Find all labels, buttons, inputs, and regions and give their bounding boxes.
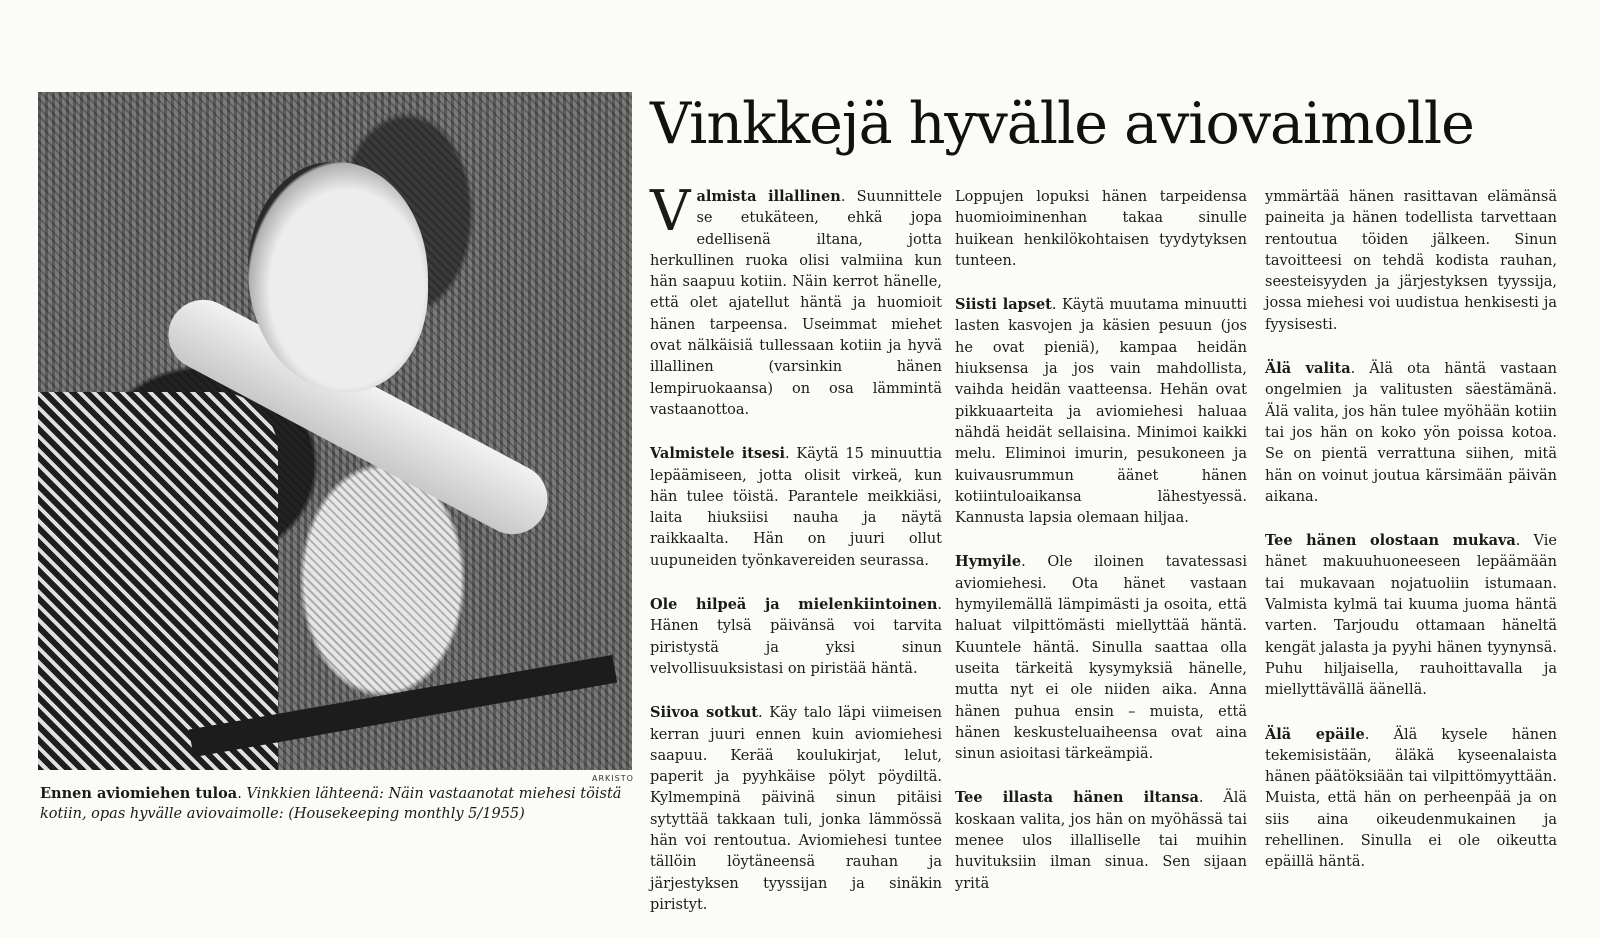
paragraph [955,551,1247,765]
paragraph-heading: Valmistele itsesi [650,445,786,463]
photo-woman-dress [38,392,278,770]
paragraph-heading: Siisti lapset [955,296,1052,314]
paragraph [955,186,1247,272]
paragraph-heading: Älä valita [1265,360,1351,378]
photo-credit: ARKISTO [592,774,634,783]
paragraph-text: . Älä kysele hänen tekemisistään, äläkä kyseenalaista hänen päätöksiään tai vilpittömyyttään. Muista, että hän on perheenpää ja on siis aina oikeudenmukainen ja rehellinen. Sinulla ei ole oikeutta epäillä häntä. [1265,726,1558,871]
paragraph-heading: almista illallinen [696,188,841,205]
paragraph [650,443,942,572]
paragraph-heading: Tee hänen olostaan mukava [1265,532,1516,550]
paragraph [1265,358,1557,508]
caption-sep: . [237,786,247,802]
article-headline: Vinkkejä hyvälle aviovaimolle [650,91,1474,157]
archive-photo [38,92,632,770]
paragraph-heading: Tee illasta hänen iltansa [955,789,1199,807]
paragraph [1265,724,1557,874]
paragraph-heading: Siivoa sotkut [650,704,758,722]
article-column-1 [650,179,942,938]
paragraph-text: . Käy talo läpi viimeisen kerran juuri ennen kuin aviomiehesi saapuu. Kerää koulukirjat, lelut, paperit ja pyyhkäise pölyt pöydiltä. Kylmempinä päivinä sinun pitäisi sytyttää takkaan tuli, jonka lämmössä hän voi rentoutua. Aviomiehesi tuntee tällöin löytäneensä rauhan ja järjestyksen tyyssijan ja sinäkin piristyt. [650,705,942,913]
paragraph [955,787,1247,894]
paragraph-text: ymmärtää hänen rasittavan elämänsä paineita ja hänen todellista tarvettaan rentoutua töiden jälkeen. Sinun tavoitteesi on tehdä kodista rauhan, seesteisyyden ja järjestyksen tyyssija, jossa miehesi voi uudistua henkisesti ja fyysisesti. [1265,189,1557,333]
paragraph [1265,186,1557,336]
caption-source: Vinkkien lähteenä: Näin vastaanotat miehesi töistä kotiin, opas hyvälle aviovaimolle: (Housekeeping monthly 5/1955) [40,786,622,822]
paragraph [650,179,942,421]
paragraph-text: Loppujen lopuksi hänen tarpeidensa huomioiminenhan takaa sinulle huikean henkilökohtaisen tyydytyksen tunteen. [955,189,1247,269]
caption-title: Ennen aviomiehen tuloa [40,785,238,802]
article-column-3 [1265,186,1557,896]
paragraph-heading: Ole hilpeä ja mielenkiintoinen [650,596,938,614]
paragraph-heading: Älä epäile [1265,725,1365,743]
paragraph-text: . Hänen tylsä päivänsä voi tarvita piristystä ja yksi sinun velvollisuuksistasi on piristää häntä. [650,597,942,677]
paragraph-text: . Käytä 15 minuuttia lepäämiseen, jotta olisit virkeä, kun hän tulee töistä. Parantele meikkiäsi, laita hiuksiisi nauha ja näytä raikkaalta. Hän on juuri ollut uupuneiden työnkavereiden seurassa. [650,446,942,569]
paragraph-text: . Käytä muutama minuutti lasten kasvojen ja käsien pesuun (jos he ovat pieniä), kampaa heidän hiuksensa ja jos vain mahdollista, vaihda heidän vaatteensa. Hehän ovat pikkuaarteita ja aviomiehesi haluaa nähdä heidät sellaisina. Minimoi kaikki melu. Eliminoi imurin, pesukoneen ja kuivausrummun äänet hänen kotiintuloaikansa lähestyessä. Kannusta lapsia olemaan hiljaa. [955,297,1247,527]
dropcap: V [650,179,691,244]
paragraph-text: . Ole iloinen tavatessasi aviomiehesi. Ota hänet vastaan hymyilemällä lämpimästi ja osoita, että haluat vilpittömästi miellyttää häntä. Kuuntele häntä. Sinulla saattaa olla useita tärkeitä kysymyksiä hänelle, mutta nyt ei ole niiden aika. Anna hänen puhua ensin – muista, että hänen keskusteluaiheensa ovat aina sinun asioitasi tärkeämpiä. [955,554,1247,763]
photo-caption [40,784,630,824]
paragraph-text: . Älä ota häntä vastaan ongelmien ja valitusten säestämänä. Älä valita, jos hän tulee myöhään kotiin tai jos hän on koko yön poissa kotoa. Se on pientä verrattuna siihen, mitä hän on voinut joutua kärsimään päivän aikana. [1265,361,1557,505]
paragraph-heading: Hymyile [955,553,1022,571]
paragraph [955,294,1247,529]
paragraph-text: . Vie hänet makuuhuoneeseen lepäämään tai mukavaan nojatuoliin istumaan. Valmista kylmä tai kuuma juoma häntä varten. Tarjoudu ottamaan häneltä kengät jalasta ja pyyhi hänen tyynynsä. Puhu hiljaisella, rauhoittavalla ja miellyttävällä äänellä. [1265,533,1557,699]
paragraph [650,702,942,916]
paragraph [650,594,942,680]
article-column-2 [955,186,1247,917]
paragraph-text: . Älä koskaan valita, jos hän on myöhässä tai menee ulos illalliselle tai muihin huvituksiin ilman sinua. Sen sijaan yritä [955,790,1247,892]
paragraph-text: . Suunnittele se etukäteen, ehkä jopa edellisenä iltana, jotta herkullinen ruoka olisi valmiina kun hän saapuu kotiin. Näin kerrot hänelle, että olet ajatellut häntä ja huomioit hänen tarpeensa. Useimmat miehet ovat nälkäisiä tullessaan kotiin ja hyvä illallinen (varsinkin hänen lempiruokaansa) on osa lämmintä vastaanottoa. [650,189,942,418]
paragraph [1265,530,1557,701]
